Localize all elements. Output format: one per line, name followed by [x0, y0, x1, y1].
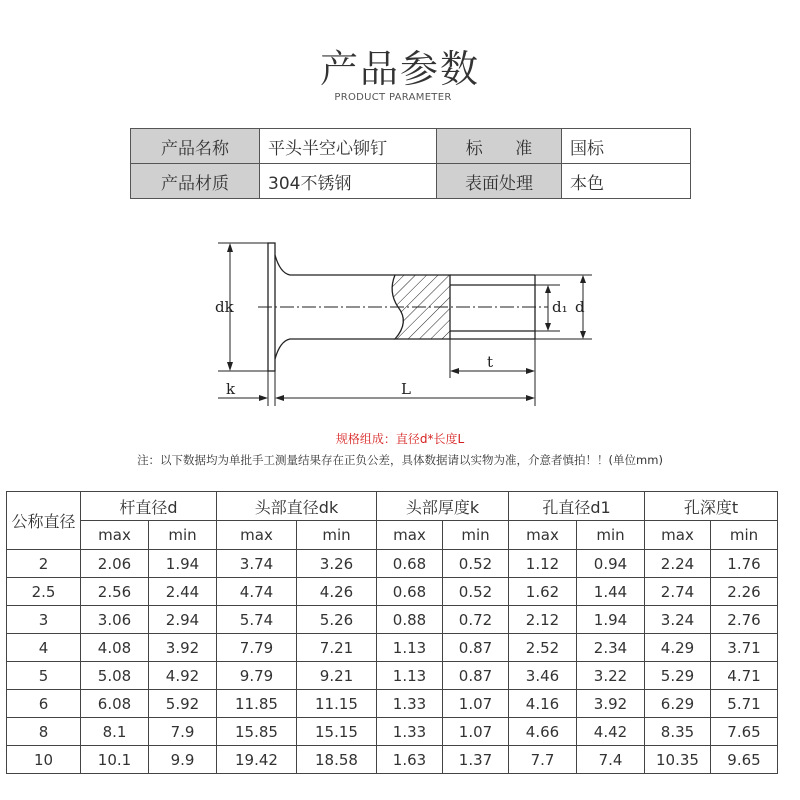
label-d1: d₁	[552, 298, 568, 316]
table-cell: 3.71	[711, 634, 778, 662]
table-cell: 3.26	[297, 550, 377, 578]
table-row	[7, 578, 778, 606]
subheader-max: max	[509, 521, 577, 550]
label-t: t	[487, 353, 494, 371]
table-cell: 4.74	[217, 578, 297, 606]
table-cell: 5.08	[81, 662, 149, 690]
table-cell: 7.21	[297, 634, 377, 662]
table-cell: 6.29	[645, 690, 711, 718]
table-cell: 2.74	[645, 578, 711, 606]
table-cell: 4.92	[149, 662, 217, 690]
table-cell: 4.08	[81, 634, 149, 662]
dimension-table	[6, 491, 778, 774]
table-row	[7, 606, 778, 634]
header-head-diameter: 头部直径dk	[217, 492, 377, 521]
spec-composition-note: 规格组成：直径d*长度L	[335, 432, 465, 446]
table-cell: 1.33	[377, 718, 443, 746]
subheader-min: min	[577, 521, 645, 550]
rivet-shank-top	[275, 255, 395, 275]
table-cell: 4.42	[577, 718, 645, 746]
table-cell: 2.94	[149, 606, 217, 634]
page-title: 产品参数	[319, 47, 480, 91]
nominal-diameter-cell: 5	[7, 662, 81, 690]
table-cell: 10.1	[81, 746, 149, 774]
table-cell: 9.79	[217, 662, 297, 690]
table-cell: 2.26	[711, 578, 778, 606]
table-cell: 1.12	[509, 550, 577, 578]
table-cell: 0.68	[377, 550, 443, 578]
table-cell: 9.65	[711, 746, 778, 774]
table-row	[7, 746, 778, 774]
table-cell: 3.24	[645, 606, 711, 634]
table-cell: 2.52	[509, 634, 577, 662]
table-cell: 3.46	[509, 662, 577, 690]
info-value-product-name: 平头半空心铆钉	[260, 129, 437, 164]
table-cell: 7.9	[149, 718, 217, 746]
table-cell: 10.35	[645, 746, 711, 774]
table-cell: 7.65	[711, 718, 778, 746]
subheader-max: max	[377, 521, 443, 550]
table-cell: 6.08	[81, 690, 149, 718]
table-cell: 3.92	[149, 634, 217, 662]
nominal-diameter-cell: 8	[7, 718, 81, 746]
label-k: k	[226, 380, 236, 398]
table-cell: 2.34	[577, 634, 645, 662]
table-cell: 9.9	[149, 746, 217, 774]
table-cell: 2.12	[509, 606, 577, 634]
table-cell: 7.79	[217, 634, 297, 662]
info-value-surface: 本色	[562, 164, 691, 199]
label-dk: dk	[215, 298, 234, 316]
table-cell: 3.06	[81, 606, 149, 634]
subheader-max: max	[217, 521, 297, 550]
label-L: L	[401, 380, 411, 398]
table-row	[7, 550, 778, 578]
table-cell: 3.74	[217, 550, 297, 578]
table-cell: 2.76	[711, 606, 778, 634]
table-cell: 8.1	[81, 718, 149, 746]
table-cell: 15.85	[217, 718, 297, 746]
subheader-min: min	[149, 521, 217, 550]
rivet-shank-bottom	[275, 339, 395, 359]
nominal-diameter-cell: 10	[7, 746, 81, 774]
table-cell: 15.15	[297, 718, 377, 746]
info-value-material: 304不锈钢	[260, 164, 437, 199]
table-cell: 19.42	[217, 746, 297, 774]
info-label-surface: 表面处理	[437, 164, 562, 199]
table-cell: 0.88	[377, 606, 443, 634]
info-label-product-name: 产品名称	[131, 129, 260, 164]
nominal-diameter-cell: 6	[7, 690, 81, 718]
nominal-diameter-cell: 3	[7, 606, 81, 634]
subheader-max: max	[645, 521, 711, 550]
measurement-disclaimer: 注：以下数据均为单批手工测量结果存在正负公差，具体数据请以实物为准，介意者慎拍！！(单位mm)	[137, 453, 663, 467]
subheader-min: min	[443, 521, 509, 550]
nominal-diameter-cell: 4	[7, 634, 81, 662]
table-cell: 7.7	[509, 746, 577, 774]
table-cell: 5.26	[297, 606, 377, 634]
table-cell: 0.52	[443, 578, 509, 606]
table-cell: 4.71	[711, 662, 778, 690]
table-cell: 0.94	[577, 550, 645, 578]
table-cell: 1.07	[443, 690, 509, 718]
table-cell: 5.92	[149, 690, 217, 718]
table-header-row	[7, 492, 778, 521]
table-cell: 2.06	[81, 550, 149, 578]
table-row	[7, 634, 778, 662]
table-cell: 11.85	[217, 690, 297, 718]
table-cell: 7.4	[577, 746, 645, 774]
subheader-min: min	[297, 521, 377, 550]
table-row	[7, 718, 778, 746]
header-nominal-diameter: 公称直径	[7, 492, 81, 550]
table-cell: 1.94	[149, 550, 217, 578]
nominal-diameter-cell: 2	[7, 550, 81, 578]
table-cell: 11.15	[297, 690, 377, 718]
table-cell: 4.29	[645, 634, 711, 662]
subheader-min: min	[711, 521, 778, 550]
page-subtitle: PRODUCT PARAMETER	[334, 92, 452, 103]
header-head-thickness: 头部厚度k	[377, 492, 509, 521]
table-cell: 0.87	[443, 634, 509, 662]
table-cell: 1.33	[377, 690, 443, 718]
table-cell: 4.16	[509, 690, 577, 718]
table-cell: 0.87	[443, 662, 509, 690]
table-cell: 8.35	[645, 718, 711, 746]
table-subheader-row	[7, 521, 778, 550]
table-cell: 3.92	[577, 690, 645, 718]
table-cell: 0.52	[443, 550, 509, 578]
table-cell: 3.22	[577, 662, 645, 690]
table-cell: 9.21	[297, 662, 377, 690]
table-cell: 18.58	[297, 746, 377, 774]
table-cell: 5.71	[711, 690, 778, 718]
nominal-diameter-cell: 2.5	[7, 578, 81, 606]
table-cell: 2.56	[81, 578, 149, 606]
table-cell: 1.94	[577, 606, 645, 634]
table-cell: 1.07	[443, 718, 509, 746]
table-row	[7, 662, 778, 690]
info-label-standard: 标 准	[437, 129, 562, 164]
info-value-standard: 国标	[562, 129, 691, 164]
table-row	[7, 690, 778, 718]
header-hole-diameter: 孔直径d1	[509, 492, 645, 521]
table-cell: 1.13	[377, 634, 443, 662]
info-label-material: 产品材质	[131, 164, 260, 199]
table-cell: 1.62	[509, 578, 577, 606]
table-cell: 0.72	[443, 606, 509, 634]
table-cell: 1.63	[377, 746, 443, 774]
table-cell: 0.68	[377, 578, 443, 606]
table-cell: 2.44	[149, 578, 217, 606]
table-cell: 1.13	[377, 662, 443, 690]
table-cell: 1.44	[577, 578, 645, 606]
table-cell: 4.26	[297, 578, 377, 606]
label-d: d	[575, 298, 585, 316]
table-cell: 1.37	[443, 746, 509, 774]
header-hole-depth: 孔深度t	[645, 492, 778, 521]
header-shank-diameter: 杆直径d	[81, 492, 217, 521]
table-cell: 1.76	[711, 550, 778, 578]
table-cell: 5.74	[217, 606, 297, 634]
table-cell: 4.66	[509, 718, 577, 746]
table-cell: 2.24	[645, 550, 711, 578]
subheader-max: max	[81, 521, 149, 550]
table-cell: 5.29	[645, 662, 711, 690]
